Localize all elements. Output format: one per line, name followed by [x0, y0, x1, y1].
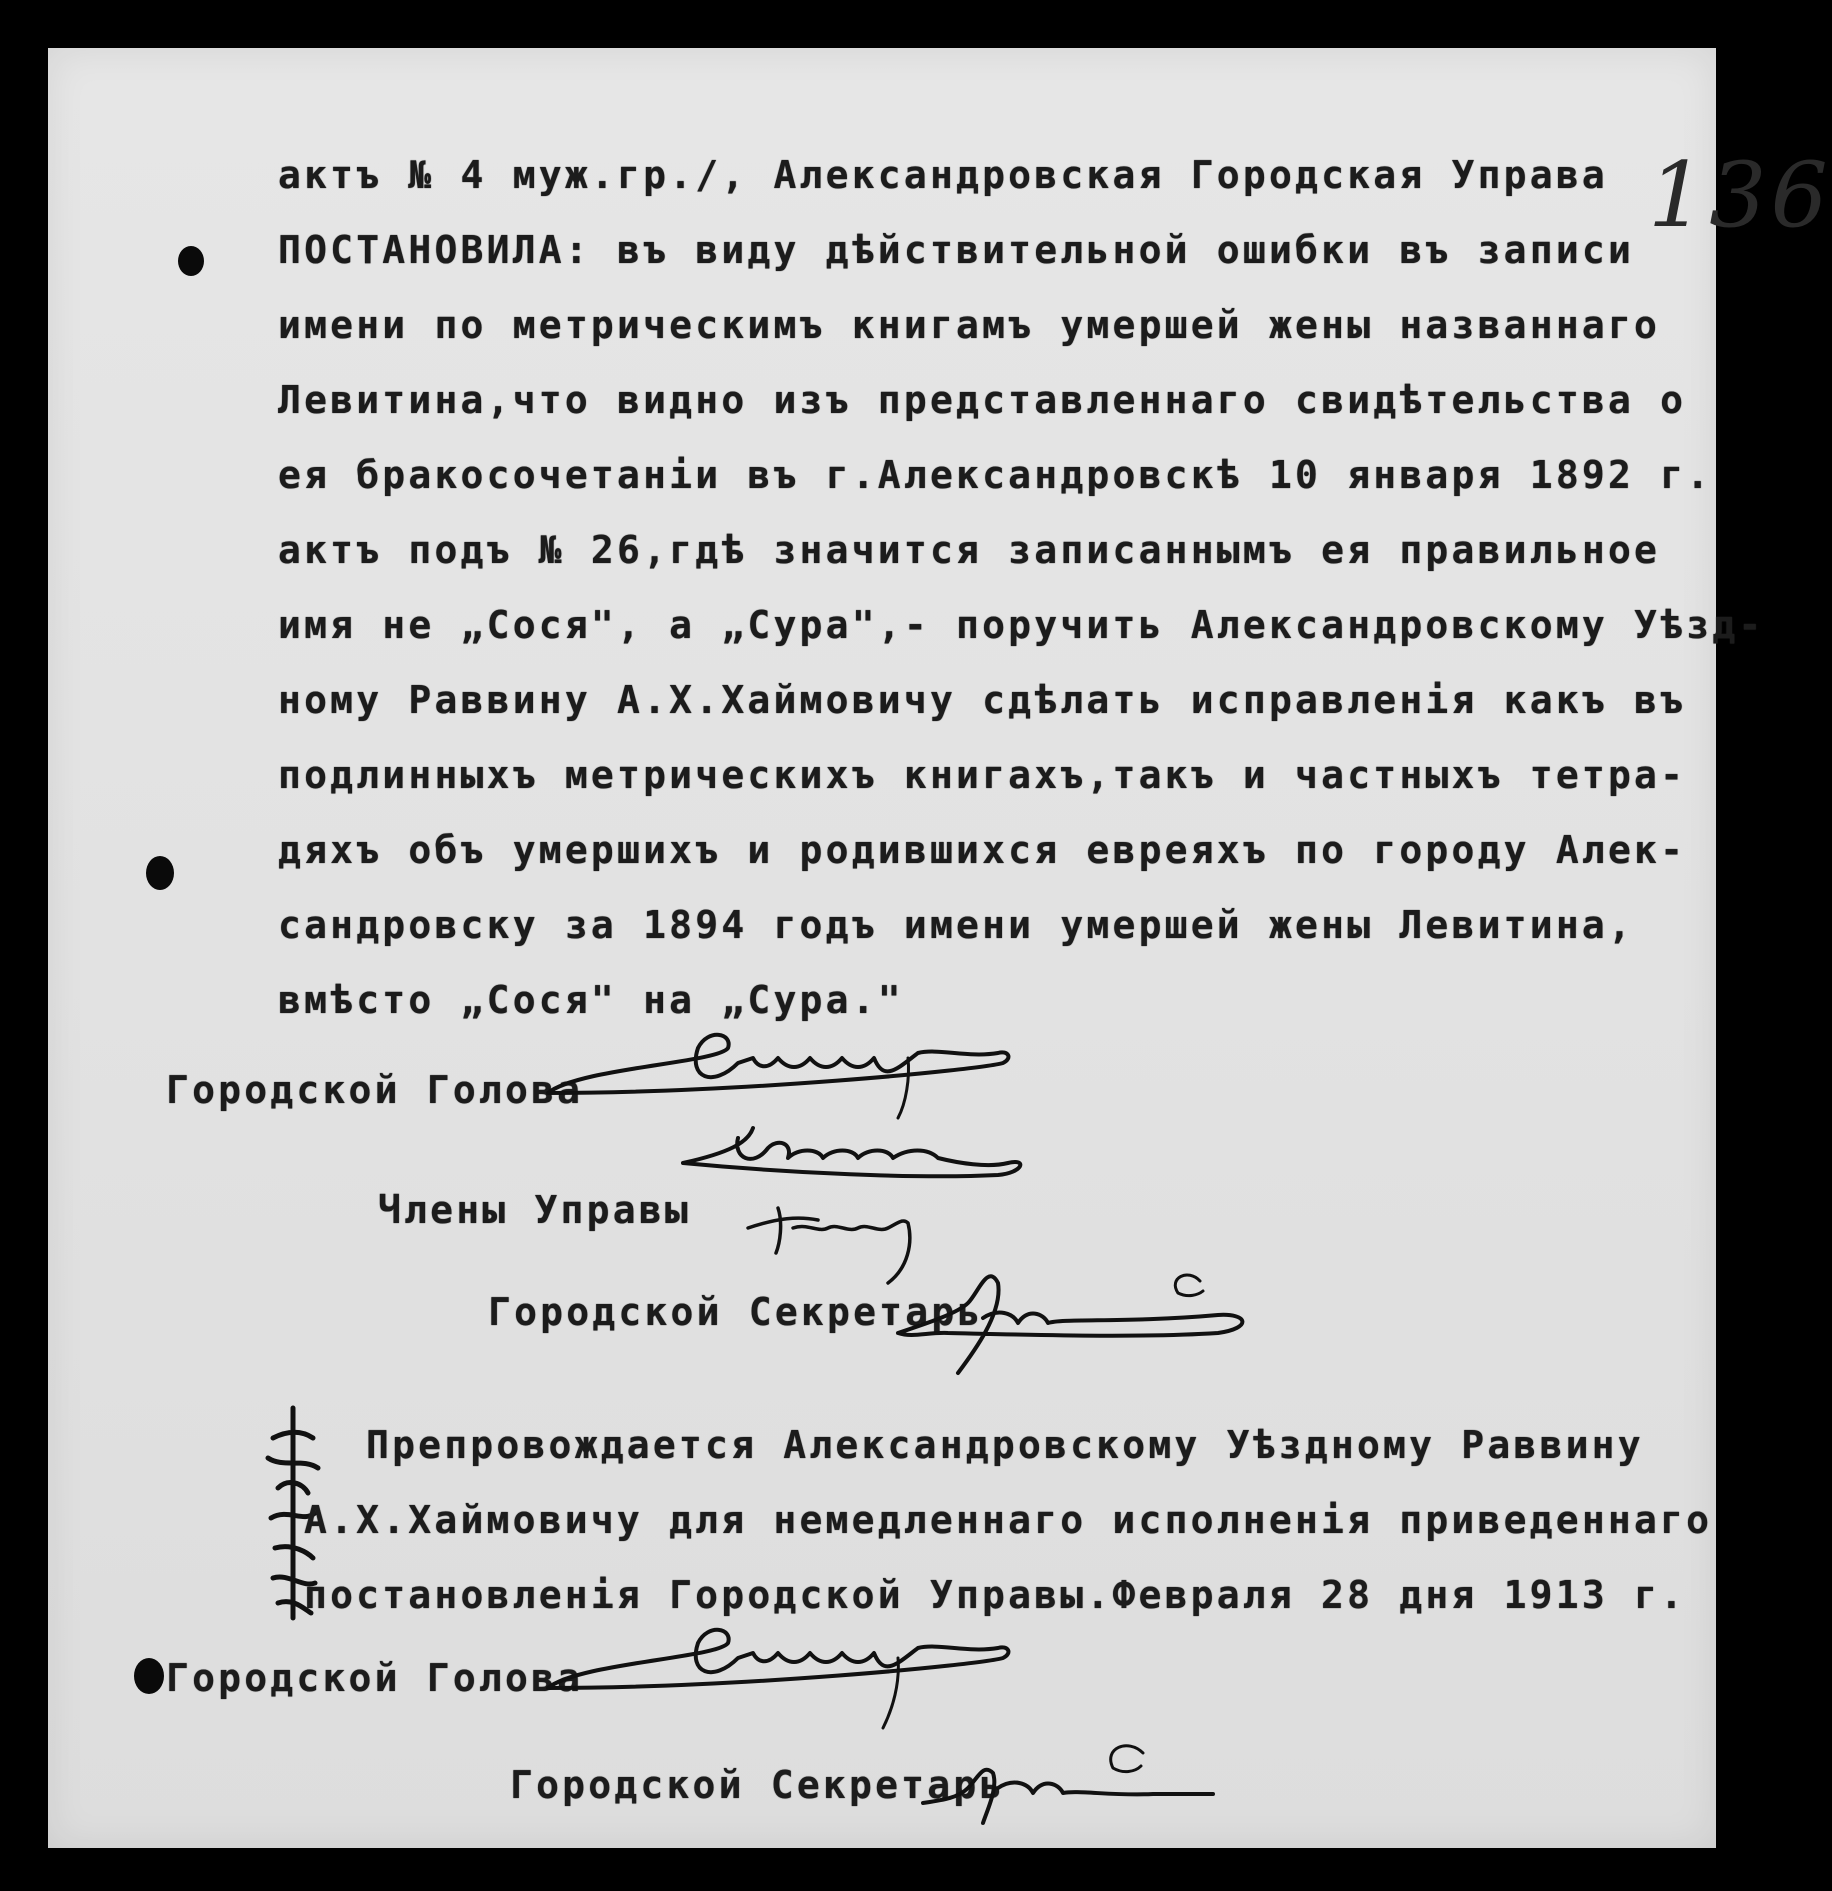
mayor-label-2: Городской Голова [166, 1656, 584, 1700]
binder-hole-middle [146, 856, 174, 890]
body-line-3: имени по метрическимъ книгамъ умершей жены названнаго [278, 303, 1661, 347]
forwarding-line-2: А.Х.Хаймовичу для немедленнаго исполненiя приведеннаго [304, 1498, 1713, 1542]
body-line-8: ному Раввину А.Х.Хаймовичу сдѣлать исправленiя какъ въ [278, 678, 1687, 722]
secretary-signature-2 [913, 1728, 1233, 1838]
body-line-6: актъ подъ № 26,гдѣ значится записаннымъ ея правильное [278, 528, 1661, 572]
secretary-signature-1 [888, 1253, 1288, 1383]
secretary-label-1: Городской Секретарь [488, 1290, 984, 1334]
body-line-7: имя не „Сося", а „Сура",- поручить Александровскому Уѣзд- [278, 603, 1765, 647]
forwarding-line-1: Препровождается Александровскому Уѣздному Раввину [366, 1423, 1644, 1467]
mayor-label-1: Городской Голова [166, 1068, 584, 1112]
mayor-signature-2 [538, 1603, 1038, 1733]
body-line-9: подлинныхъ метрическихъ книгахъ,такъ и частныхъ тетра- [278, 753, 1687, 797]
body-line-12: вмѣсто „Сося" на „Сура." [278, 978, 904, 1022]
body-line-2: ПОСТАНОВИЛА: въ виду дѣйствительной ошибки въ записи [278, 228, 1635, 272]
members-label: Члены Управы [378, 1188, 691, 1232]
body-line-5: ея бракосочетанiи въ г.Александровскѣ 10 января 1892 г. [278, 453, 1713, 497]
binder-hole-top [178, 246, 204, 276]
body-line-10: дяхъ объ умершихъ и родившихся евреяхъ по городу Алек- [278, 828, 1687, 872]
binder-hole-bottom [134, 1658, 164, 1694]
body-line-11: сандровску за 1894 годъ имени умершей жены Левитина, [278, 903, 1635, 947]
document-page [48, 48, 1832, 1848]
mayor-signature-1 [538, 1008, 1038, 1128]
body-line-1: актъ № 4 муж.гр./, Александровская Городская Управа [278, 153, 1608, 197]
member-signature-1 [668, 1113, 1048, 1193]
body-line-4: Левитина,что видно изъ представленнаго свидѣтельства о [278, 378, 1687, 422]
secretary-label-2: Городской Секретарь [510, 1763, 1006, 1807]
forwarding-line-3: постановленiя Городской Управы.Февраля 28 дня 1913 г. [304, 1573, 1687, 1617]
folio-number: 136 [1648, 143, 1832, 248]
